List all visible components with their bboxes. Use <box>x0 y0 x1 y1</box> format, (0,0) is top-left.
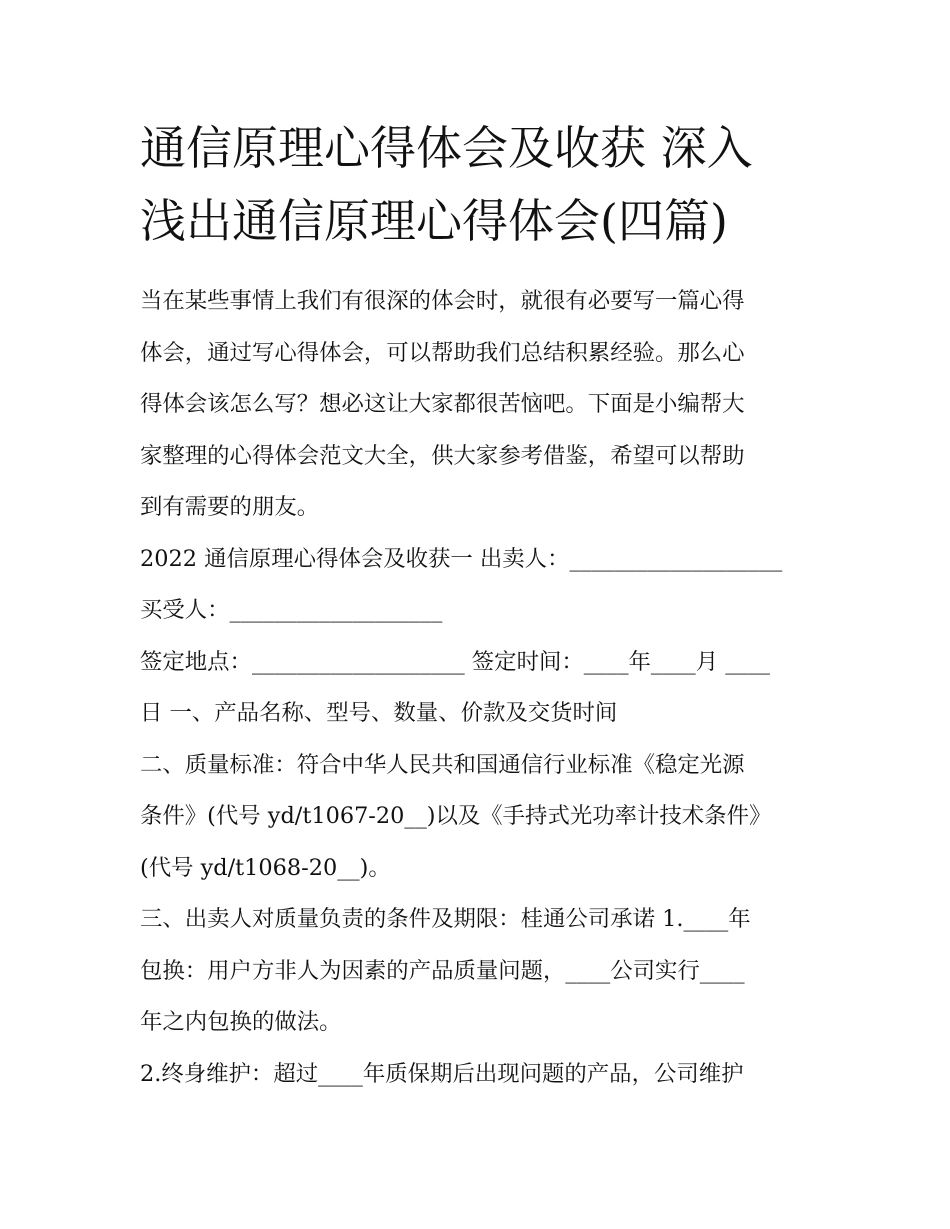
paragraph-line: 三、出卖人对质量负责的条件及期限：桂通公司承诺 1.____年 <box>140 906 751 932</box>
paragraph-line: 买受人：___________________ <box>140 597 443 623</box>
paragraph-line: 体会，通过写心得体会，可以帮助我们总结积累经验。那么心 <box>140 339 745 366</box>
paragraph-line: 包换：用户方非人为因素的产品质量问题，____公司实行____ <box>140 957 745 984</box>
document-title <box>140 112 820 258</box>
paragraph-line: 当在某些事情上我们有很深的体会时，就很有必要写一篇心得 <box>140 288 745 314</box>
paragraph-line: 得体会该怎么写？想必这让大家都很苦恼吧。下面是小编帮大 <box>140 391 745 417</box>
paragraph-line: (代号 yd/t1068-20__)。 <box>140 854 391 881</box>
paragraph-line: 家整理的心得体会范文大全，供大家参考借鉴，希望可以帮助 <box>140 442 745 469</box>
paragraph-line: 年之内包换的做法。 <box>140 1009 342 1035</box>
document-body <box>140 276 820 1100</box>
paragraph-line: 二、质量标准：符合中华人民共和国通信行业标准《稳定光源 <box>140 751 745 778</box>
paragraph-line: 2022 通信原理心得体会及收获一 出卖人：___________________ <box>140 545 783 572</box>
paragraph-line: 签定地点：___________________ 签定时间：____年____月 ____ <box>140 648 770 675</box>
title-line-1: 通信原理心得体会及收获 深入 <box>140 121 753 175</box>
paragraph-line: 日 一、产品名称、型号、数量、价款及交货时间 <box>140 700 618 726</box>
title-line-2: 浅出通信原理心得体会(四篇) <box>140 194 728 248</box>
paragraph-line: 条件》(代号 yd/t1067-20__)以及《手持式光功率计技术条件》 <box>140 803 772 829</box>
paragraph-line: 2.终身维护：超过____年质保期后出现问题的产品，公司维护 <box>140 1060 744 1087</box>
paragraph-line: 到有需要的朋友。 <box>140 494 320 520</box>
